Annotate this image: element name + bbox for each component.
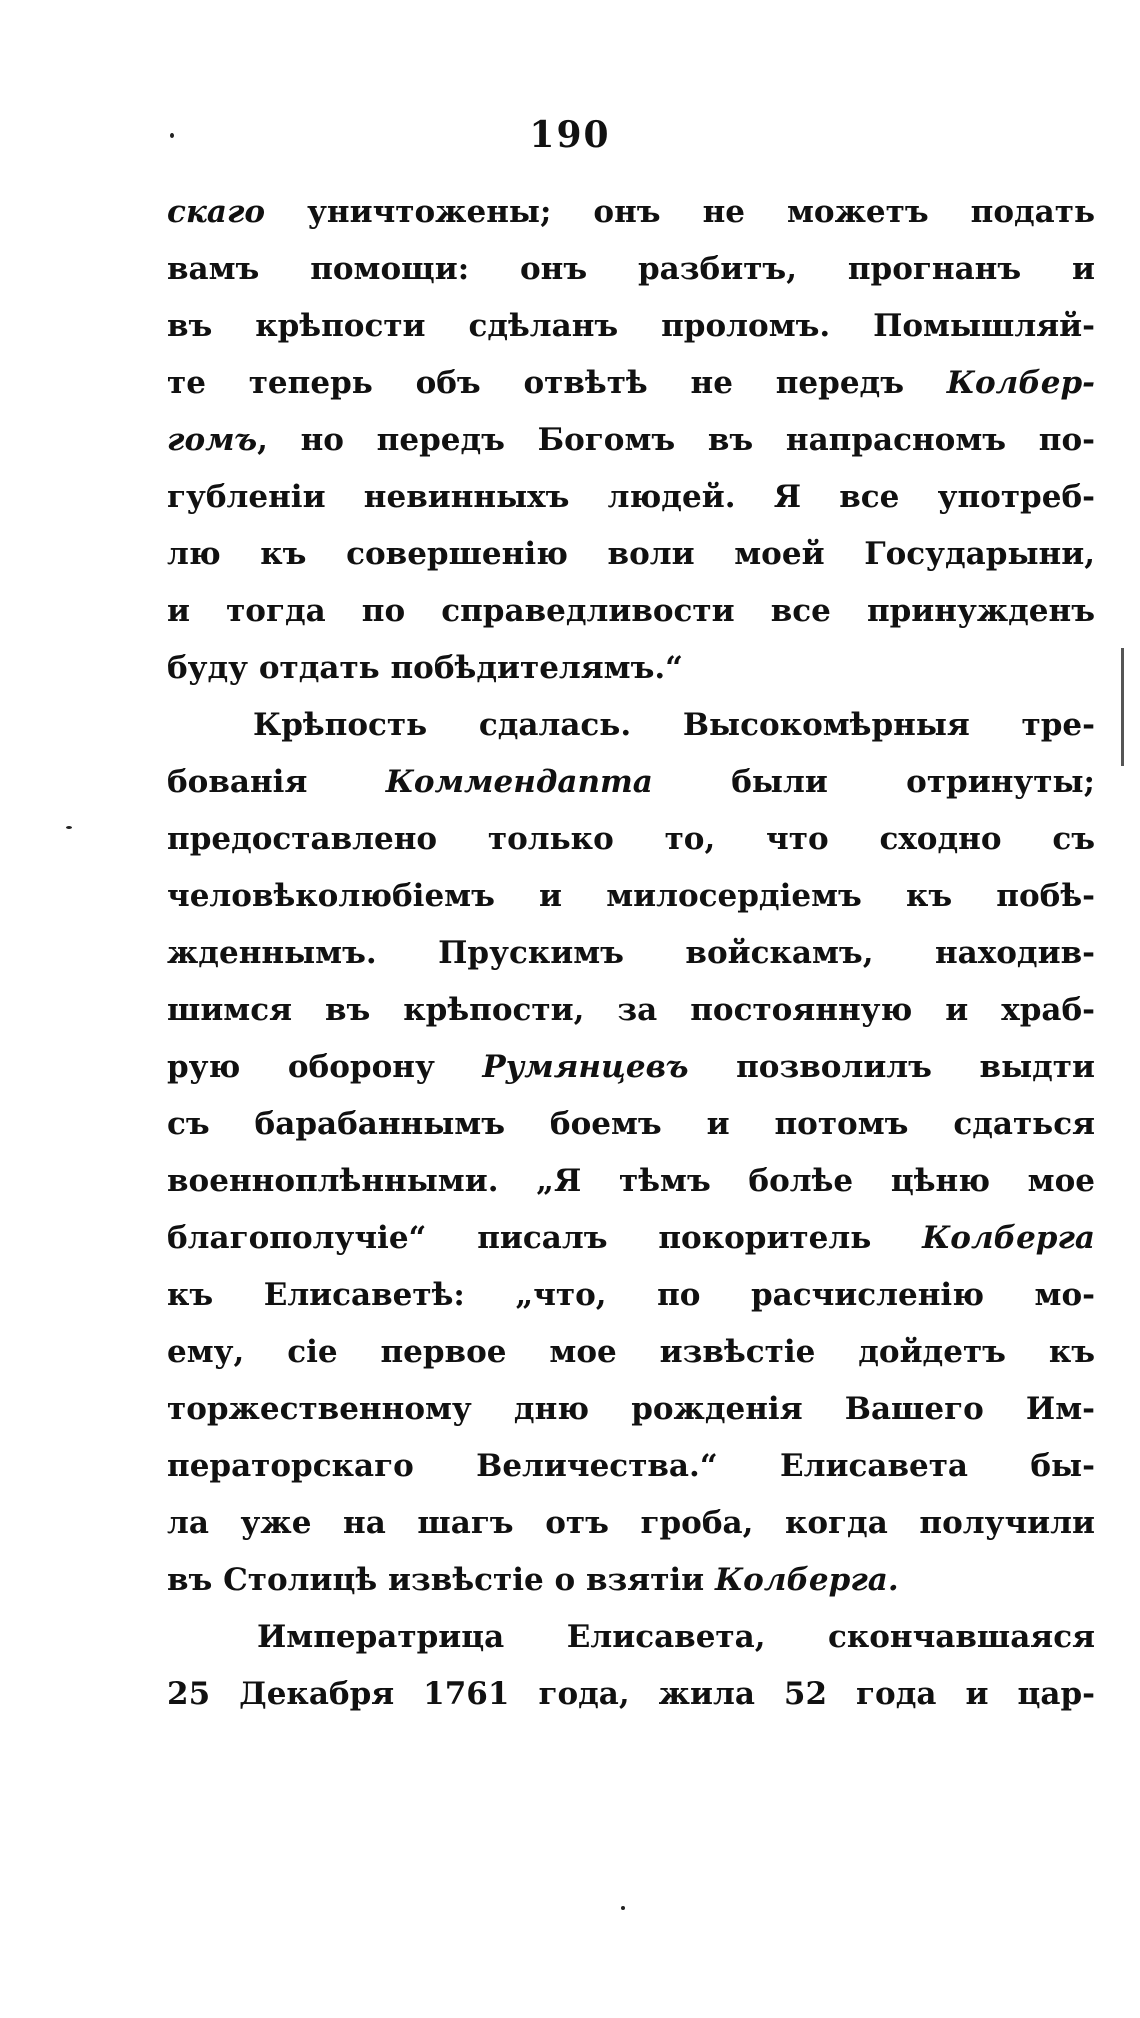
text-line xyxy=(167,298,1095,355)
text-line xyxy=(167,697,1095,754)
text-run: ператорскаго Величества.“ Елисавета бы- xyxy=(167,1448,1095,1484)
text-line xyxy=(167,1495,1095,1552)
stray-mark xyxy=(66,826,72,829)
italic-text: Колберга xyxy=(922,1220,1095,1256)
text-line xyxy=(167,1609,1095,1666)
text-run: ла уже на шагъ отъ гроба, когда получили xyxy=(167,1505,1095,1541)
text-run: бованія xyxy=(167,764,386,800)
text-line xyxy=(167,754,1095,811)
italic-text: скаго xyxy=(167,194,266,230)
text-run: губленіи невинныхъ людей. Я все употреб- xyxy=(167,479,1095,515)
text-line xyxy=(167,1039,1095,1096)
text-run: шимся въ крѣпости, за постоянную и храб- xyxy=(167,992,1095,1028)
italic-text: Колберга. xyxy=(714,1562,899,1598)
text-line xyxy=(167,982,1095,1039)
text-run: въ крѣпости сдѣланъ проломъ. Помышляй- xyxy=(167,308,1095,344)
text-run: буду отдать побѣдителямъ.“ xyxy=(167,650,684,686)
text-run: рую оборону xyxy=(167,1049,483,1085)
text-line xyxy=(167,868,1095,925)
text-run: человѣколюбіемъ и милосердіемъ къ побѣ- xyxy=(167,878,1095,914)
text-line xyxy=(167,1552,1095,1609)
italic-text: Колбер- xyxy=(946,365,1095,401)
margin-rule xyxy=(1121,648,1124,766)
text-run: ему, сіе первое мое извѣстіе дойдетъ къ xyxy=(167,1334,1095,1370)
text-run: съ барабаннымъ боемъ и потомъ сдаться xyxy=(167,1106,1095,1142)
text-run: позволилъ выдти xyxy=(688,1049,1095,1085)
text-run: вамъ помощи: онъ разбитъ, прогнанъ и xyxy=(167,251,1095,287)
text-line xyxy=(167,925,1095,982)
text-line xyxy=(167,184,1095,241)
text-line xyxy=(167,1153,1095,1210)
text-line xyxy=(167,1324,1095,1381)
text-run: жденнымъ. Прускимъ войскамъ, находив- xyxy=(167,935,1095,971)
text-line xyxy=(167,412,1095,469)
text-line xyxy=(167,640,1095,697)
text-run: въ Столицѣ извѣстіе о взятіи xyxy=(167,1562,715,1598)
text-run: и тогда по справедливости все принужденъ xyxy=(167,593,1095,629)
text-run: лю къ совершенію воли моей Государыни, xyxy=(167,536,1095,572)
text-line xyxy=(167,811,1095,868)
body-text xyxy=(167,184,1095,1723)
text-line xyxy=(167,1438,1095,1495)
text-line xyxy=(167,583,1095,640)
page-number: 190 xyxy=(529,114,611,156)
text-run: Императрица Елисавета, скончавшаяся xyxy=(257,1619,1095,1655)
text-run: Крѣпость сдалась. Высокомѣрныя тре- xyxy=(253,707,1095,743)
text-run: , но передъ Богомъ въ напрасномъ по- xyxy=(257,422,1095,458)
text-run: те теперь объ отвѣтѣ не передъ xyxy=(167,365,947,401)
stray-mark xyxy=(170,133,174,138)
text-line xyxy=(167,1096,1095,1153)
text-run: благополучіе“ писалъ покоритель xyxy=(167,1220,923,1256)
text-line xyxy=(167,1210,1095,1267)
italic-text: гомъ xyxy=(167,422,258,458)
text-run: къ Елисаветѣ: „что, по расчисленію мо- xyxy=(167,1277,1095,1313)
text-run: уничтожены; онъ не можетъ подать xyxy=(265,194,1095,230)
italic-text: Коммендапта xyxy=(385,764,653,800)
text-line xyxy=(167,469,1095,526)
text-line xyxy=(167,1381,1095,1438)
text-line xyxy=(167,1267,1095,1324)
text-line xyxy=(167,355,1095,412)
text-line xyxy=(167,241,1095,298)
text-run: торжественному дню рожденія Вашего Им- xyxy=(167,1391,1095,1427)
text-line xyxy=(167,1666,1095,1723)
text-run: 25 Декабря 1761 года, жила 52 года и цар- xyxy=(167,1676,1095,1712)
text-run: предоставлено только то, что сходно съ xyxy=(167,821,1095,857)
stray-mark xyxy=(621,1906,625,1910)
italic-text: Румянцевъ xyxy=(482,1049,689,1085)
text-run: военноплѣнными. „Я тѣмъ болѣе цѣню мое xyxy=(167,1163,1095,1199)
text-run: были отринуты; xyxy=(652,764,1095,800)
text-line xyxy=(167,526,1095,583)
